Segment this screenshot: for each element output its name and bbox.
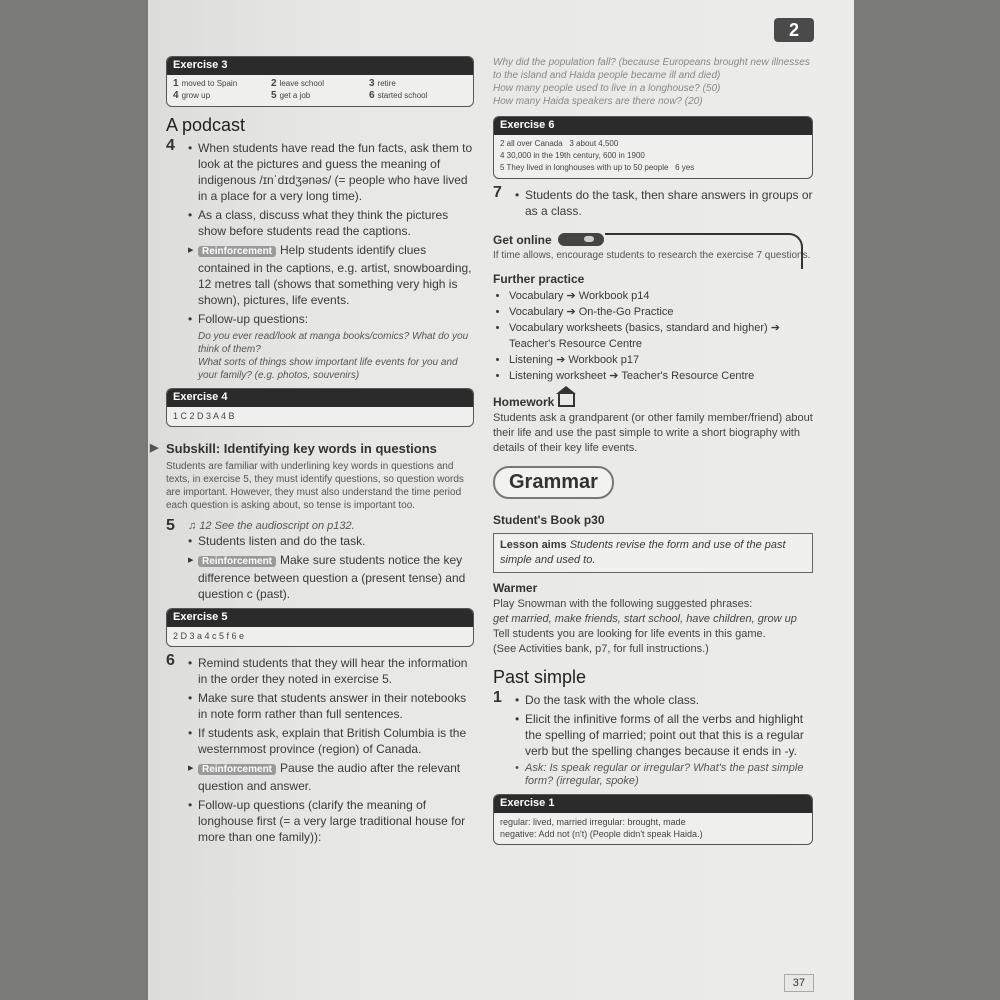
- get-online-text: If time allows, encourage students to research the exercise 7 questions.: [493, 250, 811, 261]
- answer-item: 1 moved to Spain: [173, 78, 238, 89]
- step-6: [166, 652, 474, 845]
- get-online-section: [493, 227, 813, 262]
- answer-item: 5 get a job: [271, 90, 311, 101]
- exercise-4-title: Exercise 4: [167, 389, 473, 407]
- step-1: [493, 689, 813, 788]
- reinforcement-note: ▸ Reinforcement Pause the audio after the relevant question and answer.: [188, 760, 474, 794]
- exercise-1-answers: [494, 813, 812, 844]
- reinforcement-note: ▸ Reinforcement Help students identify clues contained in the captions, e.g. artist, snowboarding, 12 metres tall (shows that something very high is shown), pictures, life events.: [188, 242, 474, 308]
- bullet: • As a class, discuss what they think the pictures show before students read the captions.: [188, 207, 474, 239]
- subskill-text: Students are familiar with underlining key words in questions and texts, in exercise 5, they must identify questions, so question words are important. However, they must also understand the time period each question is asking about, so tense is important too.: [166, 461, 464, 511]
- reinforcement-note: ▸ Reinforcement Make sure students notice the key difference between question a (present tense) and question c (past).: [188, 552, 474, 602]
- exercise-1-title: Exercise 1: [494, 795, 812, 813]
- answer-row: negative: Add not (n't) (People didn't speak Haida.): [500, 829, 703, 839]
- step-number: 5: [166, 517, 175, 534]
- exercise-3-box: [166, 56, 474, 107]
- followup-question: Do you ever read/look at manga books/comics? What do you think of them?: [198, 331, 469, 355]
- bullet: • Elicit the infinitive forms of all the verbs and highlight the spelling of married; point out that this is a regular verb but the spelling changes because it ends in -y.: [515, 711, 813, 759]
- exercise-3-answers: [167, 75, 473, 106]
- list-item: • Listening worksheet ➔ Teacher's Resource Centre: [509, 368, 813, 384]
- bullet: • Follow-up questions:: [188, 311, 474, 327]
- textbook-page: [148, 0, 854, 1000]
- exercise-6-box: [493, 116, 813, 179]
- further-practice-heading: Further practice: [493, 272, 585, 286]
- past-simple-heading: Past simple: [493, 667, 587, 687]
- exercise-3-title: Exercise 3: [167, 57, 473, 75]
- followup-question: How many Haida speakers are there now? (20): [493, 96, 703, 107]
- step-number: 6: [166, 652, 175, 669]
- exercise-1-box: [493, 794, 813, 845]
- warmer-text: Tell students you are looking for life events in this game.: [493, 628, 766, 640]
- bullet: • Students listen and do the task.: [188, 533, 474, 549]
- answer-row: regular: lived, married irregular: brought, made: [500, 817, 686, 827]
- grammar-heading: Grammar: [493, 466, 614, 499]
- right-column: [493, 56, 813, 853]
- warmer-heading: Warmer: [493, 581, 538, 595]
- exercise-6-answers: [494, 135, 812, 178]
- unit-tab: 2: [774, 18, 814, 42]
- step-number: 1: [493, 689, 502, 706]
- bullet: • If students ask, explain that British Columbia is the westernmost province (region) of Canada.: [188, 725, 474, 757]
- bullet: • Ask: Is speak regular or irregular? What's the past simple form? (irregular, spoke): [515, 762, 813, 788]
- audio-ref: ♫ 12 See the audioscript on p132.: [188, 520, 355, 532]
- list-item: • Vocabulary worksheets (basics, standard and higher) ➔ Teacher's Resource Centre: [509, 320, 813, 352]
- bullet: • When students have read the fun facts, ask them to look at the pictures and guess the meaning of indigenous /ɪnˈdɪdʒənəs/ (= people who have lived in a place for a very long time).: [188, 140, 474, 204]
- followup-question: What sorts of things show important life events for you and your family? (e.g. photos, souvenirs): [198, 357, 458, 381]
- bullet: • Follow-up questions (clarify the meaning of longhouse first (= a very large traditional house for more than one family)):: [188, 797, 474, 845]
- warmer-text: Play Snowman with the following suggested phrases:: [493, 598, 753, 610]
- followup-question: How many people used to live in a longhouse? (50): [493, 83, 721, 94]
- reinforcement-badge: Reinforcement: [198, 246, 276, 257]
- warmer-text: (See Activities bank, p7, for full instructions.): [493, 643, 709, 655]
- answer-row: 2 all over Canada 3 about 4,500: [500, 139, 619, 148]
- house-icon: [558, 394, 575, 407]
- step-7: [493, 184, 813, 219]
- bullet: • Remind students that they will hear the information in the order they noted in exercise 5.: [188, 655, 474, 687]
- answer-row: 5 They lived in longhouses with up to 50 people 6 yes: [500, 163, 695, 172]
- exercise-5-title: Exercise 5: [167, 609, 473, 627]
- reinforcement-badge: Reinforcement: [198, 764, 276, 775]
- lesson-aims-box: Lesson aims Students revise the form and use of the past simple and used to.: [493, 533, 813, 573]
- bullet: • Do the task with the whole class.: [515, 692, 813, 708]
- exercise-5-box: [166, 608, 474, 647]
- followup-question: Why did the population fall? (because Europeans brought new illnesses to the island and Haida people became ill and died): [493, 57, 810, 81]
- homework-heading: Homework: [493, 394, 813, 409]
- exercise-4-answers: 1 C 2 D 3 A 4 B: [173, 411, 235, 421]
- step-number: 7: [493, 184, 502, 201]
- bullet: • Students do the task, then share answers in groups or as a class.: [515, 187, 813, 219]
- exercise-4-box: [166, 388, 474, 427]
- list-item: • Vocabulary ➔ On-the-Go Practice: [509, 304, 813, 320]
- step-number: 4: [166, 137, 175, 154]
- step-4: [166, 137, 474, 382]
- warmer-phrases: get married, make friends, start school, have children, grow up: [493, 613, 797, 625]
- bullet: • Make sure that students answer in their notebooks in note form rather than full sentences.: [188, 690, 474, 722]
- answer-item: 4 grow up: [173, 90, 211, 101]
- left-column: [166, 56, 474, 851]
- exercise-5-answers: 2 D 3 a 4 c 5 f 6 e: [173, 631, 245, 641]
- answer-item: 6 started school: [369, 90, 428, 101]
- homework-text: Students ask a grandparent (or other family member/friend) about their life and use the past simple to write a short biography with details of their key life events.: [493, 412, 813, 454]
- divider-line: [605, 233, 803, 269]
- page-number: 37: [784, 974, 814, 992]
- podcast-heading: A podcast: [166, 115, 246, 135]
- subskill-heading: ▶ Subskill: Identifying key words in questions: [166, 441, 474, 456]
- list-item: • Listening ➔ Workbook p17: [509, 352, 813, 368]
- answer-row: 4 30,000 in the 19th century, 600 in 1900: [500, 151, 645, 160]
- get-online-label: Get online: [493, 233, 552, 247]
- list-item: • Vocabulary ➔ Workbook p14: [509, 288, 813, 304]
- students-book-ref: Student's Book p30: [493, 513, 605, 527]
- mouse-icon: [558, 233, 604, 246]
- further-practice-list: [493, 288, 813, 384]
- answer-item: 3 retire: [369, 78, 396, 89]
- reinforcement-badge: Reinforcement: [198, 556, 276, 567]
- answer-item: 2 leave school: [271, 78, 325, 89]
- step-5: [166, 517, 474, 602]
- exercise-6-title: Exercise 6: [494, 117, 812, 135]
